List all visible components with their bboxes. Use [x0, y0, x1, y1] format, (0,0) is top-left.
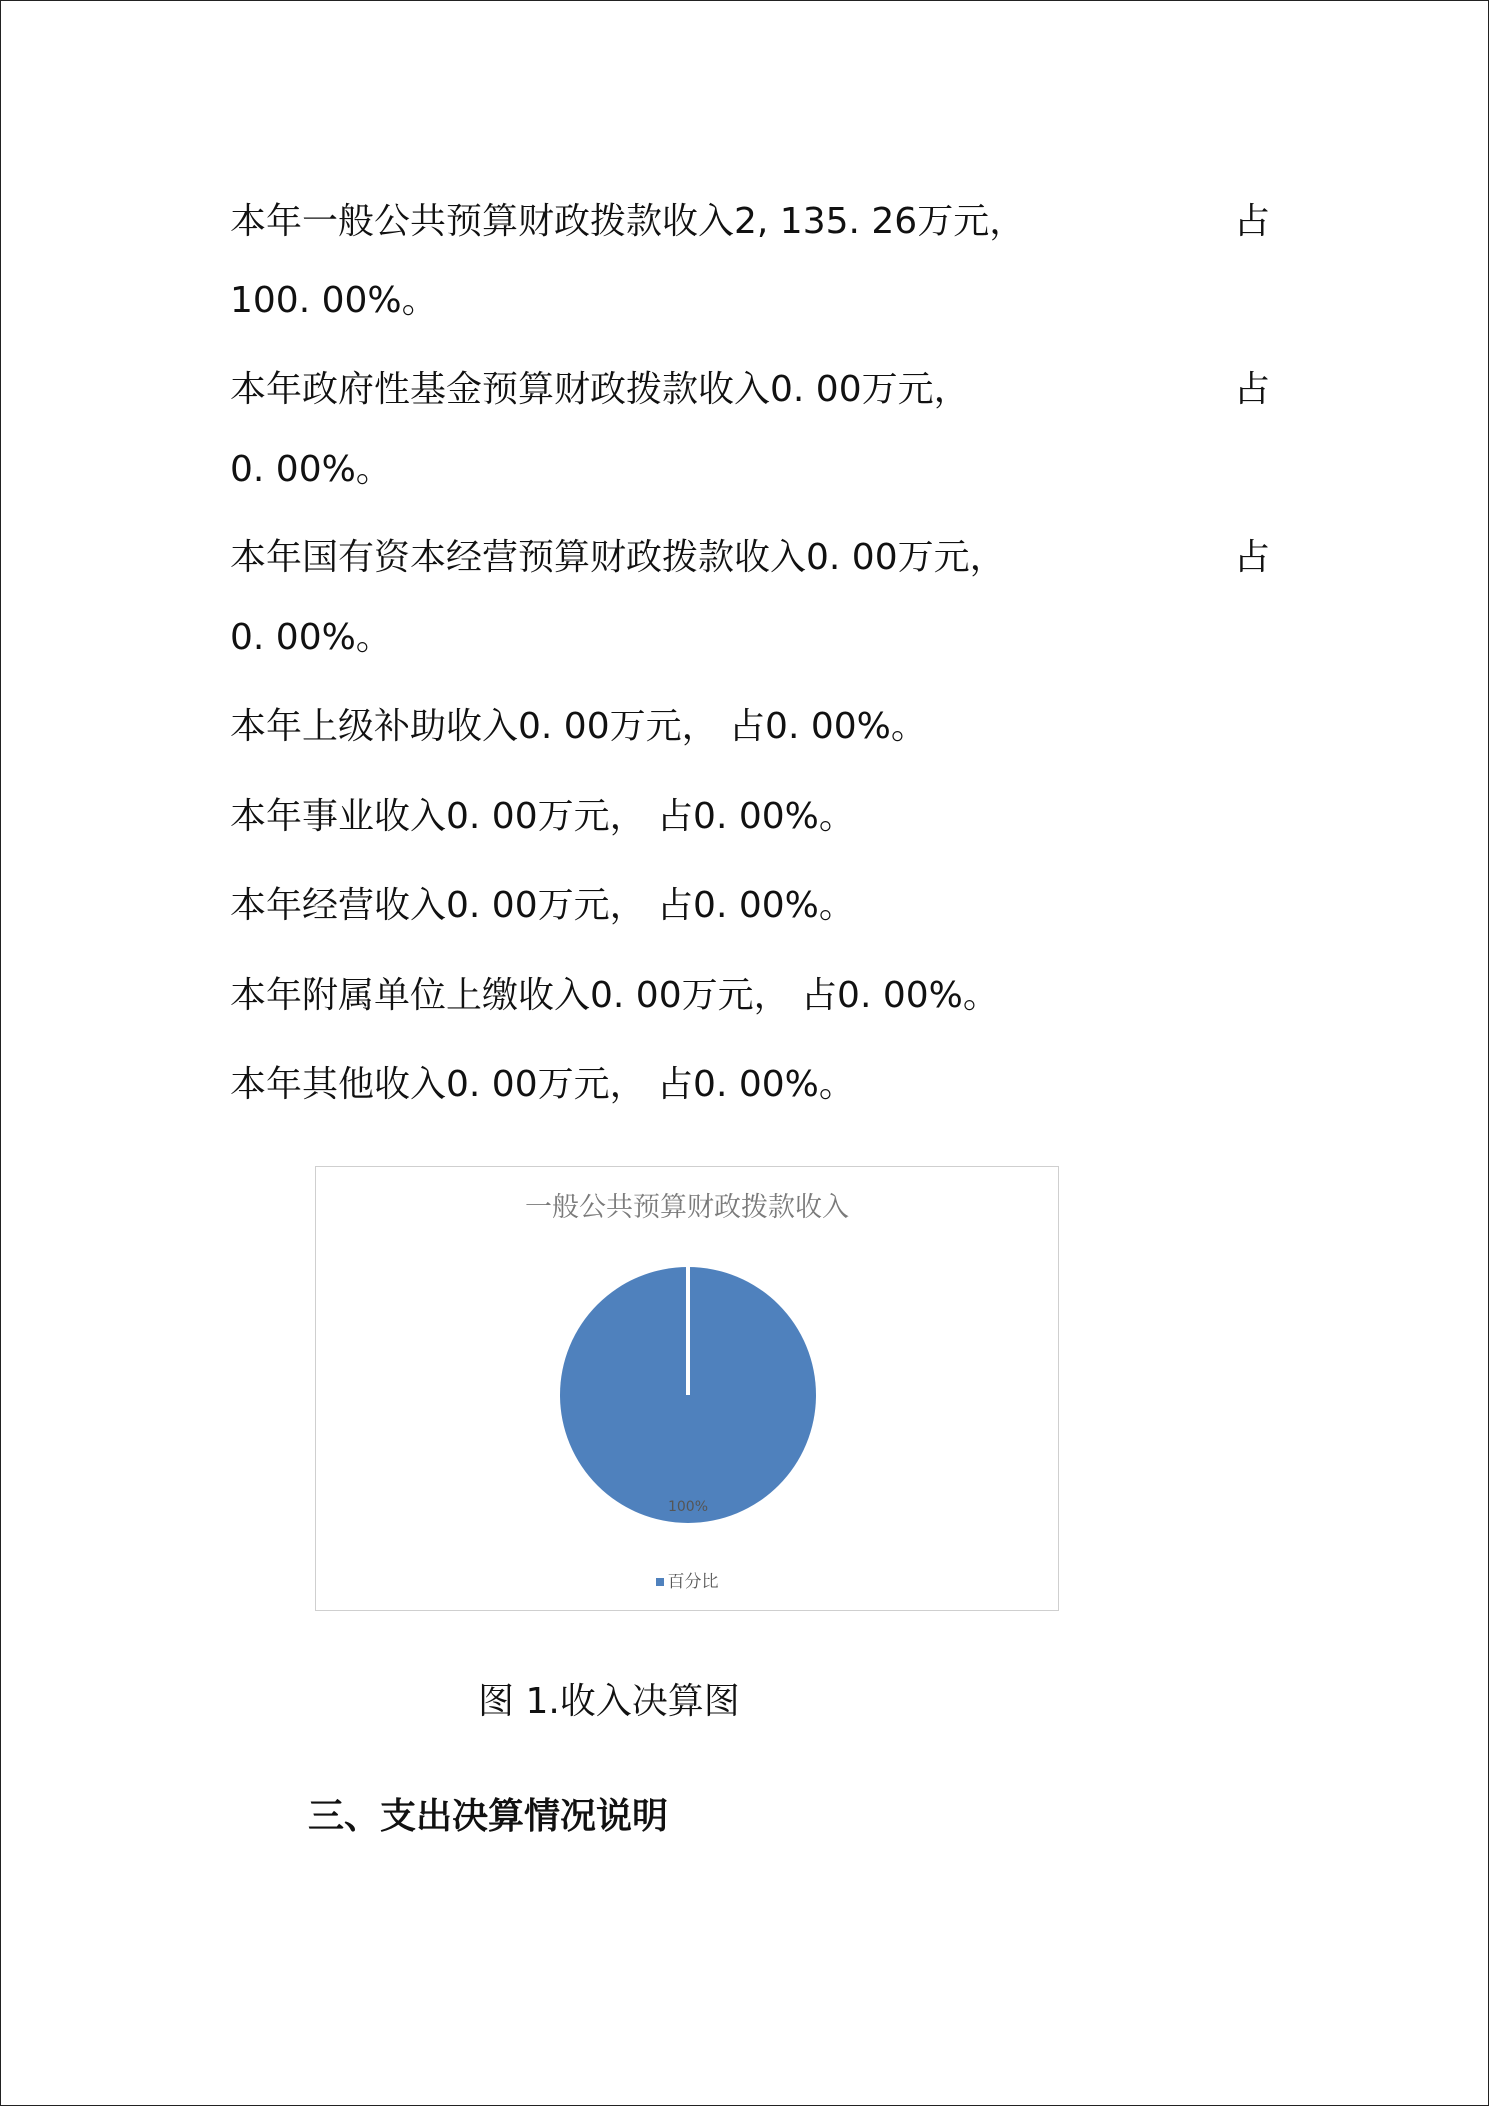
line-superior-subsidy: 本年上级补助收入0. 00万元， 占0. 00%。	[230, 706, 927, 747]
paragraph-continuation: 100. 00%。	[230, 280, 438, 321]
section-heading: 三、支出决算情况说明	[308, 1796, 669, 1837]
pie-chart	[315, 1166, 1059, 1611]
paragraph-continuation: 0. 00%。	[230, 449, 392, 490]
line-affiliated-units: 本年附属单位上缴收入0. 00万元， 占0. 00%。	[230, 975, 999, 1016]
paragraph-text-end: 占	[1233, 201, 1270, 242]
paragraph-general-budget	[230, 202, 1270, 242]
paragraph-text-end: 占	[1233, 369, 1270, 410]
legend-label: 百分比	[667, 1572, 719, 1592]
pie-chart-svg	[316, 1167, 1057, 1609]
chart-legend	[316, 1567, 1058, 1592]
paragraph-text: 本年政府性基金预算财政拨款收入0. 00万元，	[230, 369, 970, 410]
chart-title: 一般公共预算财政拨款收入	[525, 1192, 849, 1223]
line-business-income: 本年事业收入0. 00万元， 占0. 00%。	[230, 796, 855, 837]
figure-caption: 图 1.收入决算图	[478, 1681, 740, 1722]
paragraph-text-end: 占	[1233, 537, 1270, 578]
paragraph-text: 本年国有资本经营预算财政拨款收入0. 00万元，	[230, 537, 1006, 578]
paragraph-state-capital-budget	[230, 538, 1270, 578]
legend-swatch	[656, 1578, 664, 1586]
pie-data-label: 100%	[667, 1499, 709, 1515]
line-operating-income: 本年经营收入0. 00万元， 占0. 00%。	[230, 885, 855, 926]
paragraph-continuation: 0. 00%。	[230, 617, 392, 658]
paragraph-text: 本年一般公共预算财政拨款收入2, 135. 26万元，	[230, 201, 1026, 242]
paragraph-gov-fund-budget	[230, 370, 1270, 410]
line-other-income: 本年其他收入0. 00万元， 占0. 00%。	[230, 1064, 855, 1105]
